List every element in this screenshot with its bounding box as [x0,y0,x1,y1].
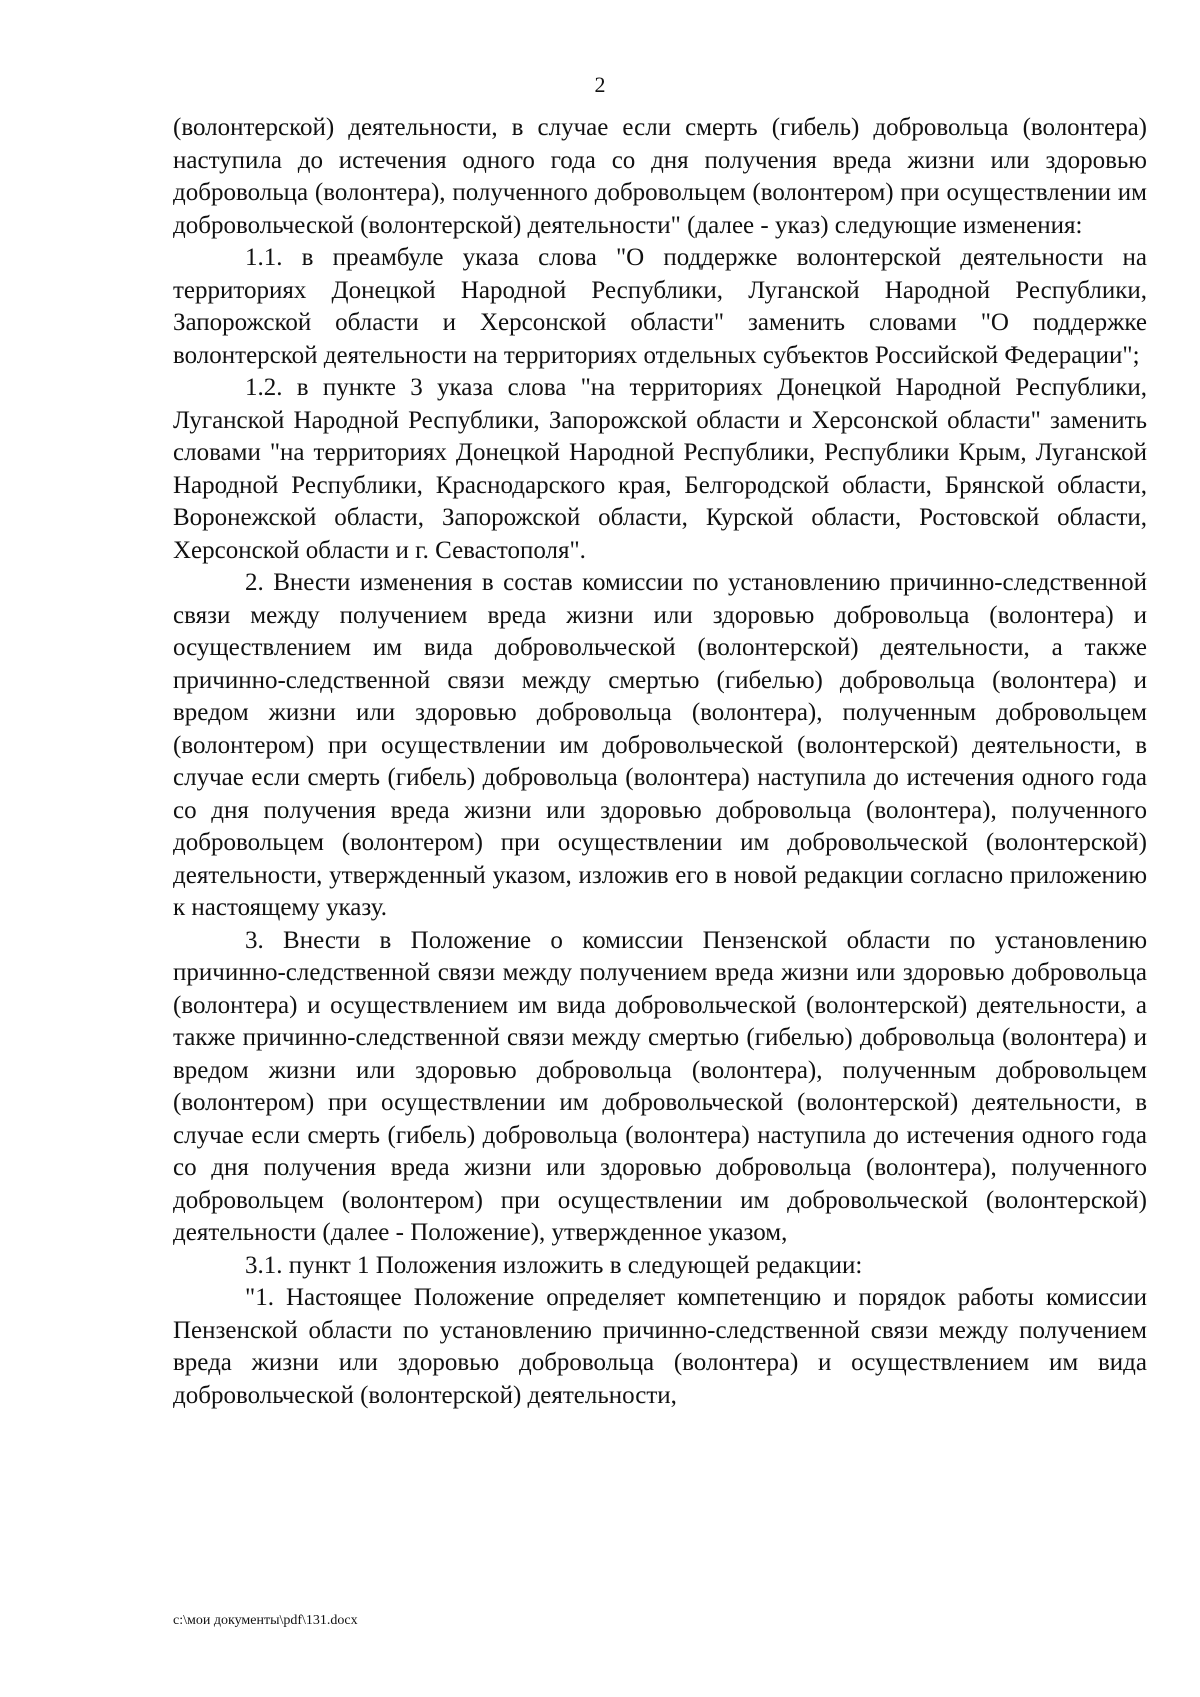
paragraph-2: 2. Внести изменения в состав комиссии по установлению причинно-следственной связи между получением вреда жизни или здоровью добровольца (волонтера) и осуществлением им вида добровольческой (волонтерской) деятельности, а также причинно-следственной связи между смертью (гибелью) добровольца (волонтера) и вредом жизни или здоровью добровольца (волонтера), полученным добровольцем (волонтером) при осуществлении им добровольческой (волонтерской) деятельности, в случае если смерть (гибель) добровольца (волонтера) наступила до истечения одного года со дня получения вреда жизни или здоровью добровольца (волонтера), полученного добровольцем (волонтером) при осуществлении им добровольческой (волонтерской) деятельности, утвержденный указом, изложив его в новой редакции согласно приложению к настоящему указу. [173,569,1147,921]
paragraph-continuation: (волонтерской) деятельности, в случае если смерть (гибель) добровольца (волонтера) наступила до истечения одного года со дня получения вреда жизни или здоровью добровольца (волонтера), полученного добровольцем (волонтером) при осуществлении им добровольческой (волонтерской) деятельности" (далее - указ) следующие изменения: [173,114,1147,239]
paragraph-quote-1: "1. Настоящее Положение определяет компетенцию и порядок работы комиссии Пензенской области по установлению причинно-следственной связи между получением вреда жизни или здоровью добровольца (волонтера) и осуществлением им вида добровольческой (волонтерской) деятельности, [173,1284,1147,1409]
page-number: 2 [594,72,606,97]
document-body [173,112,1147,1412]
paragraph-1-1: 1.1. в преамбуле указа слова "О поддержке волонтерской деятельности на территориях Донецкой Народной Республики, Луганской Народной Республики, Запорожской области и Херсонской области" заменить словами "О поддержке волонтерской деятельности на территориях отдельных субъектов Российской Федерации"; [173,244,1147,369]
footer-file-path: c:\мои документы\pdf\131.docx [173,1613,358,1628]
paragraph-1-2: 1.2. в пункте 3 указа слова "на территориях Донецкой Народной Республики, Луганской Народной Республики, Запорожской области и Херсонской области" заменить словами "на территориях Донецкой Народной Республики, Республики Крым, Луганской Народной Республики, Краснодарского края, Белгородской области, Брянской области, Воронежской области, Запорожской области, Курской области, Ростовской области, Херсонской области и г. Севастополя". [173,374,1147,564]
paragraph-3: 3. Внести в Положение о комиссии Пензенской области по установлению причинно-следственной связи между получением вреда жизни или здоровью добровольца (волонтера) и осуществлением им вида добровольческой (волонтерской) деятельности, а также причинно-следственной связи между смертью (гибелью) добровольца (волонтера) и вредом жизни или здоровью добровольца (волонтера), полученным добровольцем (волонтером) при осуществлении им добровольческой (волонтерской) деятельности, в случае если смерть (гибель) добровольца (волонтера) наступила до истечения одного года со дня получения вреда жизни или здоровью добровольца (волонтера), полученного добровольцем (волонтером) при осуществлении им добровольческой (волонтерской) деятельности (далее - Положение), утвержденное указом, [173,926,1147,1246]
paragraph-3-1: 3.1. пункт 1 Положения изложить в следующей редакции: [245,1251,863,1279]
